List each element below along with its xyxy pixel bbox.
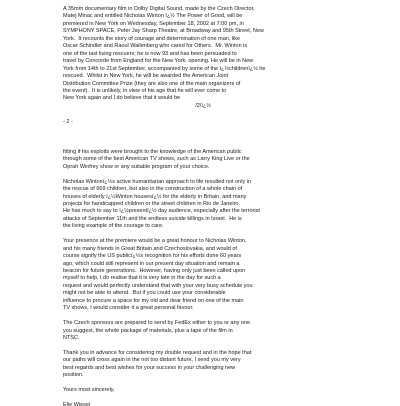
letter-body bbox=[63, 6, 363, 406]
text-line: York. It recounts the story of courage and determination of one man, like bbox=[63, 35, 241, 42]
paragraph-film-premiere bbox=[63, 6, 363, 103]
text-line: fitting if his exploits were brought to the knowledge of the American public bbox=[63, 148, 242, 155]
page-continuation-mark: /2/ï¿½ bbox=[195, 102, 211, 109]
text-line: The Czech sponsors are prepared to send by FedEx either to you or any one bbox=[63, 320, 251, 327]
text-line: myself to help, I do realise that it is very late in the day for such a bbox=[63, 275, 221, 282]
text-line: He has much to say to ï¿½presentï¿½ day audience, especially after the terrorist bbox=[63, 208, 260, 215]
text-line: our paths will cross again in the not too distant future, I send you my very bbox=[63, 357, 241, 364]
paragraph-presence-request bbox=[63, 238, 363, 313]
text-line: New York again and I do believe that it would be bbox=[63, 95, 181, 102]
text-line: influence to procure a space for my old and dear friend on one of the main bbox=[63, 297, 244, 304]
closing-line: Yours most sincerely, bbox=[63, 387, 115, 394]
closing bbox=[63, 387, 363, 394]
paragraph-tv-shows bbox=[63, 149, 363, 171]
text-line: course signify the US publicï¿½s recognition for his efforts done 60 years bbox=[63, 253, 242, 260]
text-line: attacks of September 11th and the endless suicide killings in Israel. He is bbox=[63, 215, 242, 222]
text-line: A 35mm documentary film in Dolby Digital Sound, made by the Czech Director, bbox=[63, 6, 255, 12]
text-line: ago, which could still represent in our present day situation and remain a bbox=[63, 260, 240, 267]
text-line: through some of the best American TV shows, such as Larry King Live or the bbox=[63, 156, 250, 163]
text-line: request and would perfectly understand that with your very busy schedule you bbox=[63, 282, 253, 289]
text-line: projects for handicapped children or the street children in Rio de Janeiro. bbox=[63, 200, 241, 207]
text-line: Thank you in advance for considering my double request and in the hope that bbox=[63, 349, 252, 356]
text-line: the event). It is unlikely, in view of his age that he will ever come to bbox=[63, 87, 227, 94]
text-line: Distribution Committee Prize (they are also one of the main organizers of bbox=[63, 80, 241, 87]
paragraph-thanks bbox=[63, 350, 363, 380]
text-line: the living example of the courage to care. bbox=[63, 223, 164, 230]
text-line: Your presence at the premiere would be a great honour to Nicholas Winton, bbox=[63, 238, 247, 245]
text-line: TV shows, I would consider it a great personal favour. bbox=[63, 305, 194, 312]
cut-off-line: Elie Wiesel bbox=[63, 402, 91, 406]
text-line: Matej Minac and entitled Nicholas Winton ï¿½ The Power of Good, will be bbox=[63, 13, 243, 20]
text-line: position. bbox=[63, 372, 84, 379]
text-line: might not be able to attend. But if you could use your considerable bbox=[63, 290, 226, 297]
text-line: the rescue of 669 children, but also in the construction of a whole chain of bbox=[63, 186, 243, 193]
text-line: beacon for future generations. However, having only just been called upon bbox=[63, 268, 246, 275]
paragraph-humanitarian bbox=[63, 179, 363, 231]
text-line: SYMPHONY SPACE, Peter Jay Sharp Theatre, at Broadway and 95th Street, New bbox=[63, 28, 264, 35]
text-line: NTSC. bbox=[63, 335, 80, 342]
text-line: and his many friends in Great Britain and Czechoslovakia, and would of bbox=[63, 245, 237, 252]
text-line: Oscar Schindler and Raoul Wallenberg who cared for Others. Mr. Winton is bbox=[63, 43, 248, 50]
text-line: York from 14th to 21st September, accompanied by some of the ï¿½childrenï¿½ he bbox=[63, 65, 266, 72]
text-line: one of the last living rescuers; he is now 93 and has been persuaded to bbox=[63, 50, 237, 57]
text-line: Nicholas Wintonï¿½s active humanitarian approach to life resulted not only in bbox=[63, 178, 252, 185]
page-number: - 2 - bbox=[63, 119, 73, 126]
text-line: you suggest, the whole package of materials, plus a tape of the film in bbox=[63, 327, 233, 334]
text-line: best regards and best wishes for your success in your challenging new bbox=[63, 364, 236, 371]
text-line: Oprah Winfrey show or any suitable program of your choice. bbox=[63, 163, 210, 170]
text-line: travel by Concorde from England for the New York. opening. He will be in New bbox=[63, 58, 254, 65]
paragraph-czech-sponsors bbox=[63, 320, 363, 342]
text-line: premiered in New York on Wednesday, September 18, 2002 at 7:00 pm, in bbox=[63, 20, 244, 27]
text-line: rescued. Whilst in New York, he will be awarded the American Joint bbox=[63, 73, 229, 80]
text-line: houses of elderly ï¿½Winton housesï¿½ for the elderly in Britain, and many bbox=[63, 193, 247, 200]
